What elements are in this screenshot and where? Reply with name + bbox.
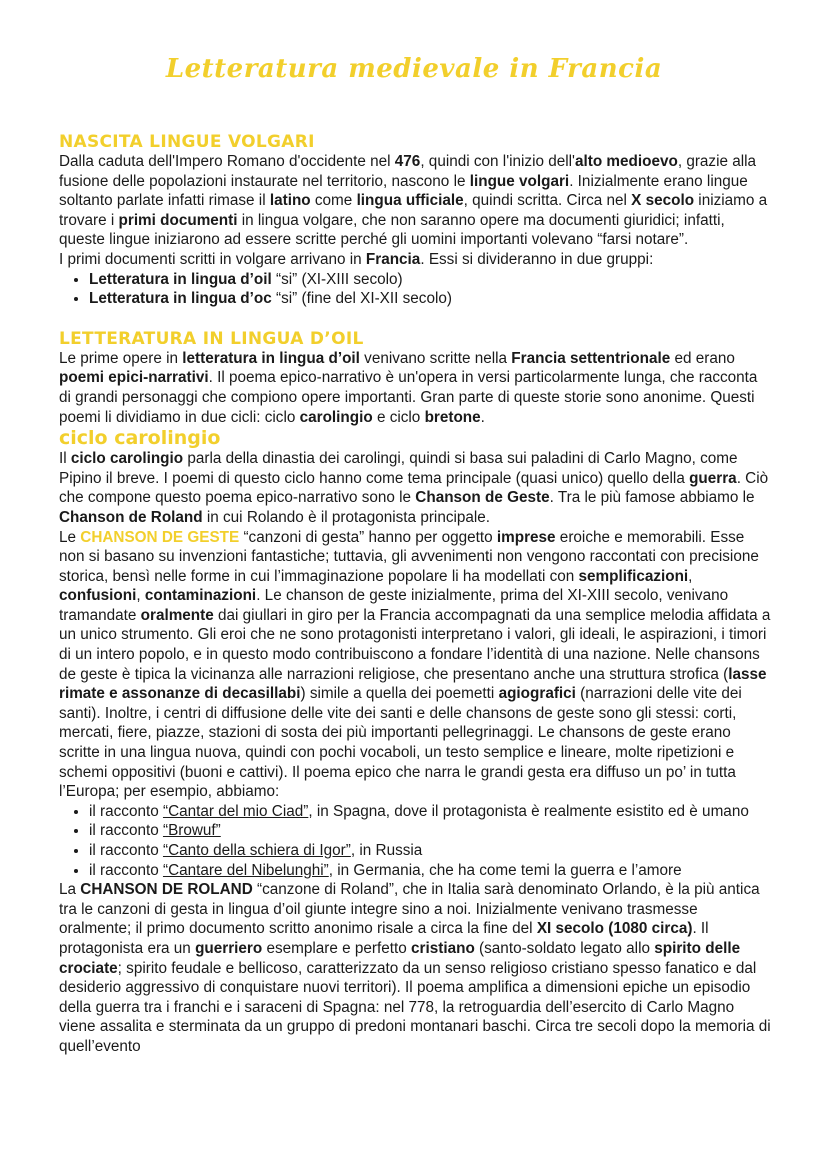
text-run: il racconto xyxy=(89,822,163,840)
text-run: eroiche e memorabili. Esse non si basano su invenzioni fantastiche; tuttavia, gli avvenimenti non vengono raccontati con precisione storica, bensì nelle forme in cui l’immaginazione popolare li ha modellati con xyxy=(59,528,759,585)
text-run: . Le chanson de geste inizialmente, prima del XI-XIII secolo, venivano tramandate xyxy=(59,587,729,624)
paragraph xyxy=(59,152,771,250)
bold-text: lasse rimate e assonanze di decasillabi xyxy=(59,665,767,703)
bold-text: spirito delle crociate xyxy=(59,939,741,977)
text-run: , quindi scritta. Circa nel xyxy=(463,192,632,210)
list-item xyxy=(89,841,771,861)
bold-text: guerriero xyxy=(195,939,263,957)
text-run: in cui Rolando è il protagonista principale. xyxy=(202,508,491,526)
section-heading-oil: LETTERATURA IN LINGUA D’OIL xyxy=(59,328,364,349)
text-run: , in Russia xyxy=(350,842,423,859)
bold-text: X secolo xyxy=(631,192,695,210)
bold-text: lingue volgari xyxy=(469,172,570,190)
bold-text: oralmente xyxy=(140,606,214,624)
text-run: Il xyxy=(59,450,71,468)
text-run: ) simile a quella dei poemetti xyxy=(300,685,499,703)
text-run: (santo-soldato legato allo xyxy=(474,939,655,957)
text-run: La xyxy=(59,881,81,899)
text-run: (narrazioni delle vite dei santi). Inoltre, i centri di diffusione delle vite dei santi e delle chansons de geste sono gli stessi: corti, mercati, fiere, piazze, stazioni di sosta dei più importanti pellegrinaggi. Le chansons de geste erano scritte in una lingua nuova, quindi con pochi vocaboli, un testo semplice e lineare, molte ripetizioni e schemi oppositivi (buoni e cattivi). Il poema epico che narra le grandi gesta era diffuso un po’ in tutta l’Europa; per esempio, abbiamo: xyxy=(59,685,742,801)
text-run: esemplare e perfetto xyxy=(262,939,412,957)
text-run: , xyxy=(136,587,145,605)
text-run: ; spirito feudale e bellicoso, caratterizzato da un senso religioso cristiano spesso fanatico e dal desiderio aggressivo di conquistare nuovi territori). Il poema amplifica a dimensioni epiche un episodio della guerra tra i franchi e i saraceni di Spagna: nel 778, la retroguardia dell’esercito di Carlo Magno viene assalita e sterminata da un gruppo di predoni montanari baschi. Circa tre secoli dopo la memoria di quell’evento xyxy=(59,959,771,1055)
document-body xyxy=(59,132,771,1057)
text-run: , in Germania, che ha come temi la guerra e l’amore xyxy=(328,861,682,879)
bold-text: Francia settentrionale xyxy=(511,349,671,367)
text-run: il racconto xyxy=(89,861,163,879)
paragraph xyxy=(59,449,771,527)
text-run: Dalla caduta dell'Impero Romano d'occidente nel xyxy=(59,153,395,170)
text-run: come xyxy=(310,192,357,210)
list-item xyxy=(89,289,771,309)
bold-text: bretone xyxy=(424,408,481,426)
text-run: . Essi si divideranno in due gruppi: xyxy=(420,250,654,268)
text-run: iniziamo a trovare i xyxy=(59,192,768,229)
underlined-title: “Browuf” xyxy=(162,822,221,840)
bold-text: semplificazioni xyxy=(578,567,689,585)
bold-text: carolingio xyxy=(299,408,373,426)
bold-text: alto medioevo xyxy=(574,153,678,170)
bold-text: cristiano xyxy=(411,939,475,957)
text-run: , quindi con l'inizio dell' xyxy=(420,153,575,170)
bold-text: agiografici xyxy=(498,685,576,703)
list-item xyxy=(89,270,771,290)
text-run: . Ciò che compone questo poema epico-narrativo sono le xyxy=(59,469,769,507)
text-run: parla della dinastia dei carolingi, quindi si basa sui paladini di Carlo Magno, come Pipino il breve. I poemi di questo ciclo hanno come tema principale (quasi unico) quello della xyxy=(59,450,738,487)
bold-text: 476 xyxy=(394,153,421,170)
paragraph xyxy=(59,528,771,802)
underlined-title: “Canto della schiera di Igor” xyxy=(162,842,351,859)
text-run: in lingua volgare, che non saranno opere ma documenti giuridici; infatti, queste lingue iniziarono ad essere scritte perché gli uomini importanti volevano “farsi notare”. xyxy=(59,211,725,249)
bold-text: latino xyxy=(269,192,311,210)
bullet-list xyxy=(59,270,771,309)
bold-text: Chanson de Roland xyxy=(59,508,203,526)
text-run: . Il poema epico-narrativo è un'opera in versi particolarmente lunga, che racconta di grandi personaggi che compiono opere importanti. Gran parte di queste storie sono anonime. Questi poemi li dividiamo in due cicli: ciclo xyxy=(59,369,758,426)
highlighted-text: CHANSON DE GESTE xyxy=(80,528,240,546)
text-run: e ciclo xyxy=(372,408,425,426)
paragraph xyxy=(59,250,771,270)
list-item xyxy=(89,861,771,881)
bold-text: primi documenti xyxy=(118,211,238,229)
bold-text: ciclo carolingio xyxy=(70,450,184,468)
text-run: “si” (XI-XIII secolo) xyxy=(271,270,403,288)
bold-text: Letteratura in lingua d’oc xyxy=(89,290,272,308)
bold-text: Letteratura in lingua d’oil xyxy=(89,270,272,288)
text-run: ed erano xyxy=(670,349,735,367)
text-run: dai giullari in giro per la Francia accompagnati da una semplice melodia affidata a un unico strumento. Gli eroi che ne sono protagonisti interpretano i valori, gli ideali, le aspirazioni, i timori di un intero popolo, e in questo modo contribuiscono a fondare l’identità di una nazione. Nelle chansons de geste è tipica la vicinanza alle narrazioni religiose, che presentano anche una struttura strofica ( xyxy=(59,606,771,683)
text-run: Le prime opere in xyxy=(59,349,183,367)
bold-text: Francia xyxy=(365,250,421,268)
sub-heading-carolingio: ciclo carolingio xyxy=(59,427,221,450)
bold-text: XI secolo (1080 circa) xyxy=(536,920,693,938)
text-run: . Inizialmente erano lingue soltanto parlate infatti rimase il xyxy=(59,172,748,210)
text-run: , in Spagna, dove il protagonista è realmente esistito ed è umano xyxy=(308,802,749,820)
section-heading-nascita: NASCITA LINGUE VOLGARI xyxy=(59,132,315,152)
text-run: , xyxy=(688,567,693,585)
text-run: venivano scritte nella xyxy=(359,349,512,367)
bold-text: lingua ufficiale xyxy=(356,192,464,210)
bold-text: confusioni xyxy=(59,587,137,605)
text-run: , grazie alla fusione delle popolazioni instaurate nel territorio, nascono le xyxy=(59,153,757,190)
paragraph xyxy=(59,349,771,427)
bullet-list xyxy=(59,802,771,880)
text-run: il racconto xyxy=(89,842,163,859)
underlined-title: “Cantar del mio Ciad” xyxy=(162,802,309,820)
text-run: “canzone di Roland”, che in Italia sarà denominato Orlando, è la più antica tra le canzoni di gesta in lingua d’oil giunte integre sino a noi. Inizialmente venivano trasmesse oralmente; il primo documento scritto anonimo risale a circa la fine del xyxy=(59,881,760,938)
page-title: Letteratura medievale in Francia xyxy=(165,54,663,84)
text-run: . Tra le più famose abbiamo le xyxy=(549,489,755,507)
bold-text: CHANSON DE ROLAND xyxy=(80,881,253,899)
bold-text: contaminazioni xyxy=(144,587,257,605)
spacer xyxy=(59,309,771,329)
text-run: “canzoni di gesta” hanno per oggetto xyxy=(239,528,497,546)
bold-text: imprese xyxy=(496,528,556,546)
text-run: . xyxy=(480,408,485,426)
bold-text: letteratura in lingua d’oil xyxy=(182,349,360,367)
text-run: I primi documenti scritti in volgare arrivano in xyxy=(59,250,366,268)
bold-text: Chanson de Geste xyxy=(415,489,550,507)
list-item xyxy=(89,821,771,841)
text-run: Le xyxy=(59,528,81,546)
paragraph xyxy=(59,880,771,1056)
list-item xyxy=(89,802,771,822)
text-run: “si” (fine del XI-XII secolo) xyxy=(271,290,452,308)
text-run: . Il protagonista era un xyxy=(59,920,709,957)
bold-text: poemi epici-narrativi xyxy=(59,369,209,387)
text-run: il racconto xyxy=(89,802,163,820)
underlined-title: “Cantare del Nibelunghi” xyxy=(162,861,329,879)
bold-text: guerra xyxy=(689,469,737,487)
